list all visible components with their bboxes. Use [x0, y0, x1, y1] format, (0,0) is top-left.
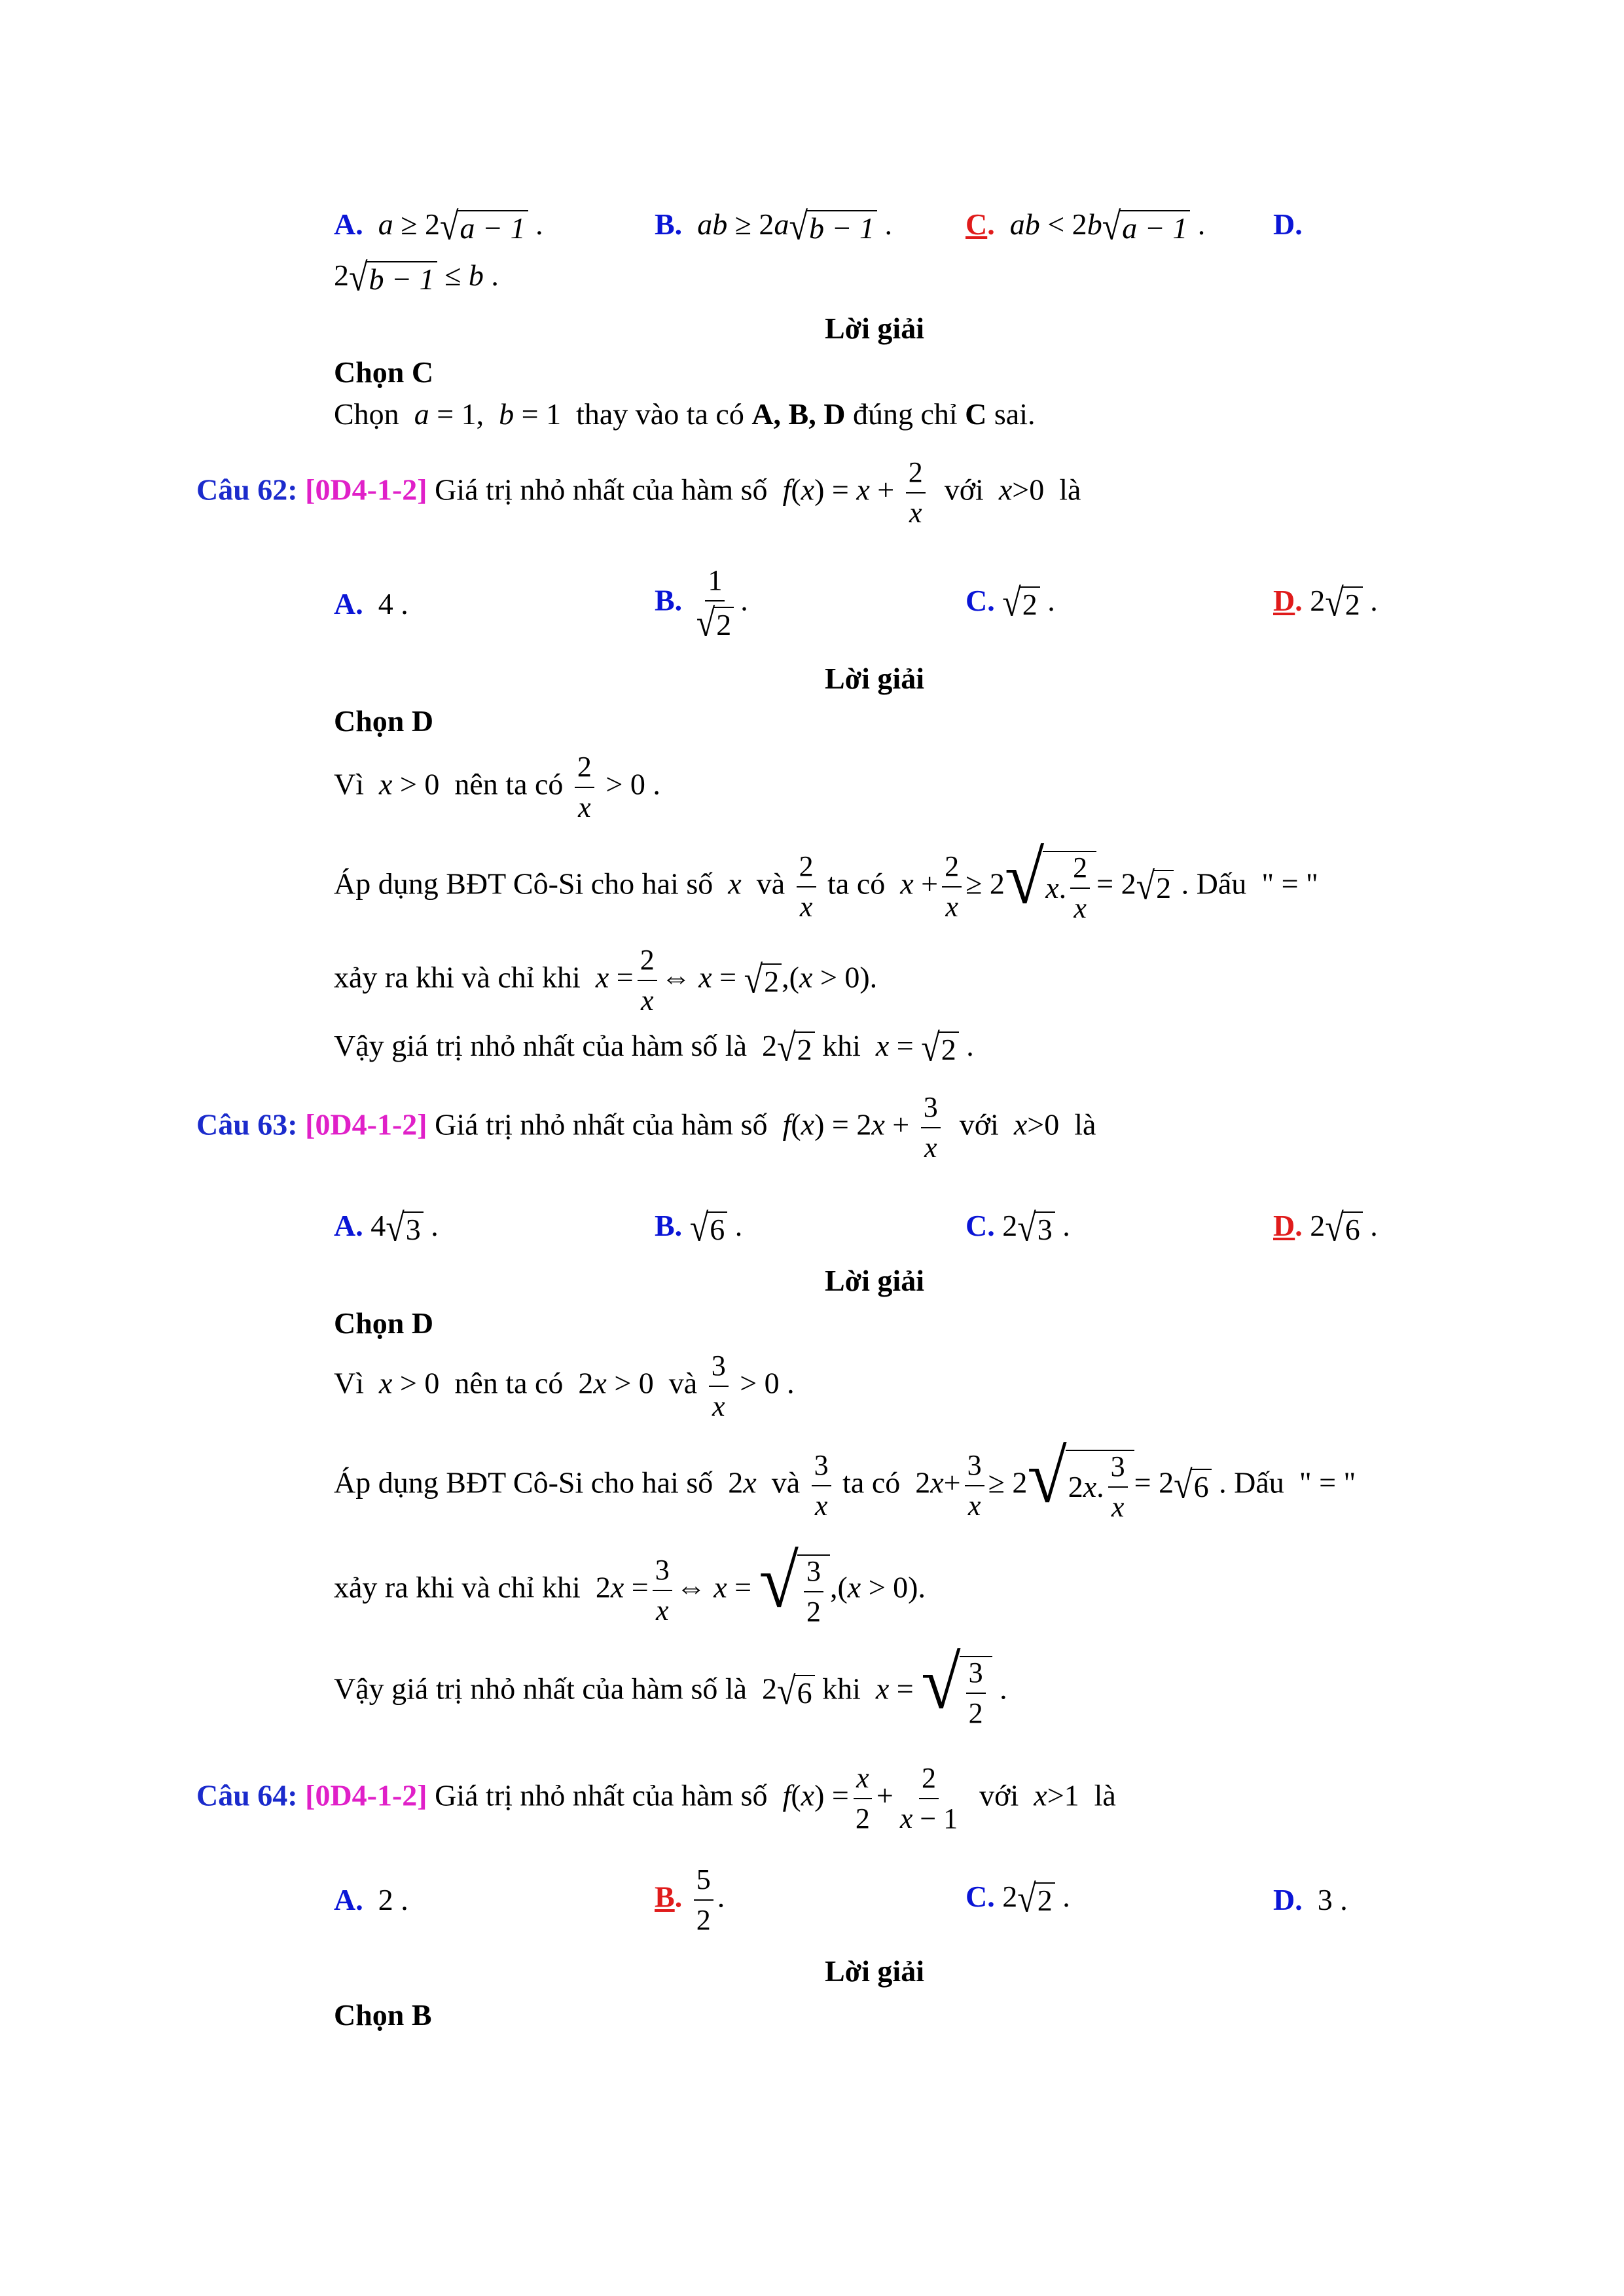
option-d-label: D. [1273, 207, 1303, 241]
q62-option-a: A. 4 . [334, 587, 408, 620]
q63-option-a: A. 4 √ 3 . [334, 1206, 439, 1250]
q62-option-b: B. 1 √ 2 . [655, 564, 748, 645]
option-b-label: B. [655, 207, 683, 241]
q64-option-d: D. 3 . [1273, 1883, 1348, 1916]
option-c-label: C [965, 207, 988, 241]
option-b: B. ab ≥ 2a √ b − 1 . [655, 205, 893, 249]
q63-option-c: C. 2 √ 3 . [965, 1206, 1070, 1250]
q62-line3: xảy ra khi và chỉ khi x = $\frac{2}{x}$ ⇔ x = √ 2 ,(x > 0). [334, 944, 878, 1016]
q62-option-d-correct: D. 2 √ 2 . [1273, 581, 1378, 625]
q63-option-b: B. √ 6 . [655, 1206, 743, 1250]
question-code: [0D4-1-2] [305, 473, 427, 507]
fraction: $\frac{2}{x}$ [906, 458, 926, 528]
question-number: Câu 62: [196, 473, 298, 507]
q64-option-c: C. 2 √ 2 . [965, 1877, 1070, 1921]
q63-solution-heading: Lời giải [825, 1264, 924, 1297]
solution-heading: Lời giải [825, 312, 924, 345]
question-63: Câu 63: [0D4-1-2] Giá trị nhỏ nhất của hàm số f(x) = 2x + $\frac{3}{x}$ với x>0 là [196, 1091, 1096, 1164]
q63-line4: Vậy giá trị nhỏ nhất của hàm số là 2 √ 6 khi x = √ $\frac{3}{2}$ . [334, 1640, 1007, 1729]
q64-option-b-correct: B. $\frac{5}{2}$ . [655, 1863, 725, 1936]
question-64: Câu 64: [0D4-1-2] Giá trị nhỏ nhất của hàm số f(x) = $\frac{x}{2}$ + $\frac{2}{x - 1}$ với x>1 là [196, 1762, 1116, 1835]
q63-line1: Vì x > 0 nên ta có 2x > 0 và $\frac{3}{x}$ > 0 . [334, 1350, 795, 1422]
q63-line3: xảy ra khi và chỉ khi 2x = $\frac{3}{x}$ ⇔ x = √ $\frac{3}{2}$ ,(x > 0). [334, 1539, 926, 1628]
chosen-answer: Chọn C [334, 355, 434, 389]
q64-solution-heading: Lời giải [825, 1954, 924, 1988]
q62-solution-heading: Lời giải [825, 662, 924, 695]
option-a: A. a ≥ 2 √ a − 1 . [334, 205, 543, 249]
option-d [1273, 209, 1303, 240]
q63-chosen: Chọn D [334, 1306, 434, 1340]
q62-line4: Vậy giá trị nhỏ nhất của hàm số là 2 √ 2 khi x = √ 2 . [334, 1026, 974, 1070]
explanation-line: Chọn a = 1, b = 1 thay vào ta có A, B, D đúng chỉ C sai. [334, 397, 1036, 431]
q62-line2: Áp dụng BĐT Cô-Si cho hai số x và $\frac{2}{x}$ ta có x + $\frac{2}{x}$ ≥ 2 √ x . $\frac{2}{x}$ = 2 √ 2 . Dấu " = " [334, 835, 1318, 924]
question-62: Câu 62: [0D4-1-2] Giá trị nhỏ nhất của hàm số f(x) = x + $\frac{2}{x}$ với x>0 là [196, 456, 1081, 529]
q62-line1: Vì x > 0 nên ta có $\frac{2}{x}$ > 0 . [334, 751, 660, 823]
question-stem: Giá trị nhỏ nhất của hàm số [435, 473, 768, 507]
q64-chosen: Chọn B [334, 1998, 432, 2032]
q62-option-c: C. √ 2 . [965, 581, 1055, 625]
q63-line2: Áp dụng BĐT Cô-Si cho hai số 2x và $\frac{3}{x}$ ta có 2x+ $\frac{3}{x}$ ≥ 2 √ 2 x . $\frac{3}{x}$ = 2 √ 6 . Dấu " = " [334, 1434, 1356, 1523]
sqrt-expression: √ a − 1 [440, 210, 528, 244]
q64-option-a: A. 2 . [334, 1883, 408, 1916]
q63-option-d-correct: D. 2 √ 6 . [1273, 1206, 1378, 1250]
option-c-correct: C. ab < 2b √ a − 1 . [965, 205, 1206, 249]
option-d-text: 2 √ b − 1 ≤ b . [334, 256, 499, 300]
option-a-label: A. [334, 207, 363, 241]
q62-chosen: Chọn D [334, 704, 434, 738]
